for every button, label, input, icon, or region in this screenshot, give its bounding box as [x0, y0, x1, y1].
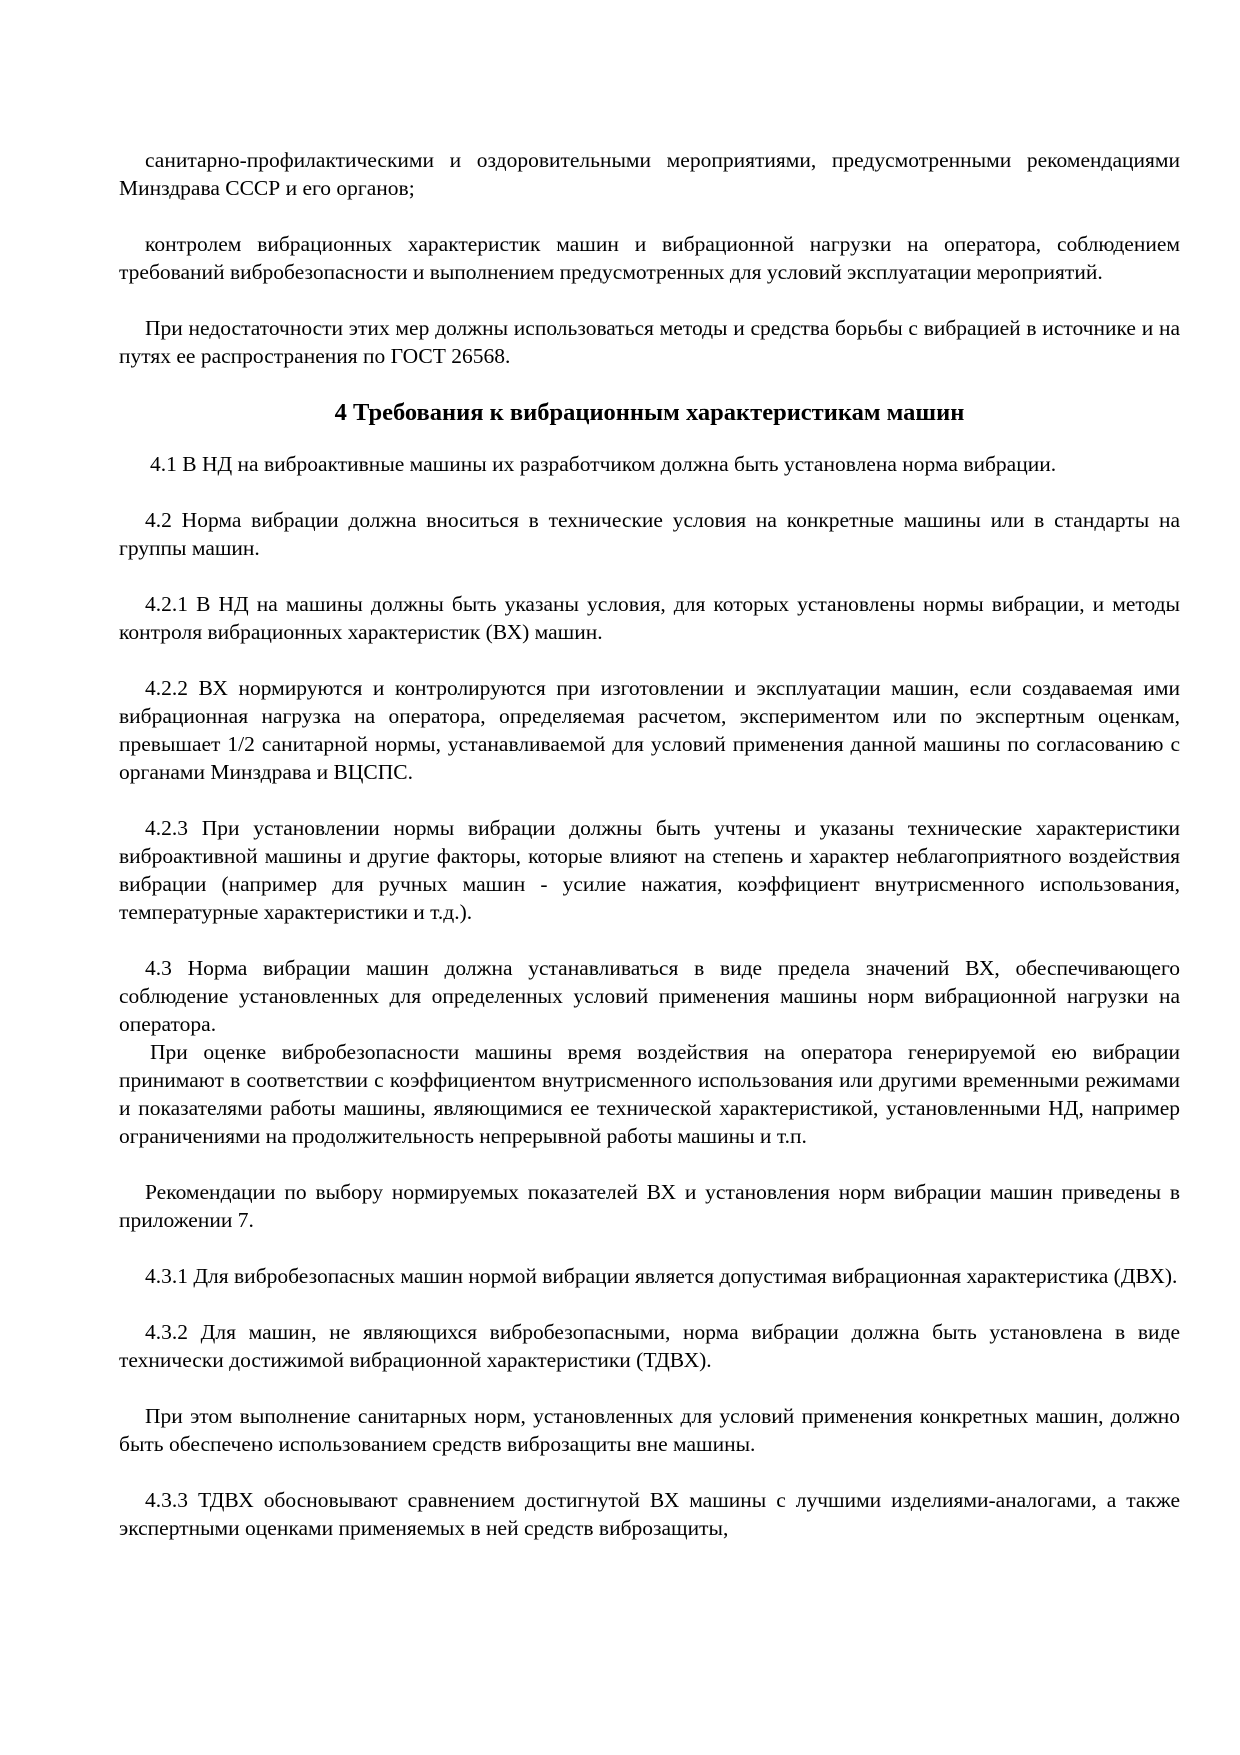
paragraph-4-2-3: 4.2.3 При установлении нормы вибрации должны быть учтены и указаны технические характеристики виброактивной машины и другие факторы, которые влияют на степень и характер неблагоприятного воздействия вибрации (например для ручных машин - усилие нажатия, коэффициент внутрисменного использования, температурные характеристики и т.д.). — [119, 816, 1180, 924]
paragraph-4-3-2: 4.3.2 Для машин, не являющихся вибробезопасными, норма вибрации должна быть установлена в виде технически достижимой вибрационной характеристики (ТДВХ). — [119, 1320, 1180, 1372]
paragraph-4-2: 4.2 Норма вибрации должна вноситься в технические условия на конкретные машины или в стандарты на группы машин. — [119, 508, 1180, 560]
paragraph-sanitary-measures: санитарно-профилактическими и оздоровительными мероприятиями, предусмотренными рекомендациями Минздрава СССР и его органов; — [119, 148, 1180, 200]
paragraph-4-3: 4.3 Норма вибрации машин должна устанавливаться в виде предела значений ВХ, обеспечивающего соблюдение установленных для определенных условий применения машины норм вибрационной нагрузки на оператора. — [119, 956, 1180, 1036]
paragraph-4-3-3: 4.3.3 ТДВХ обосновывают сравнением достигнутой ВХ машины с лучшими изделиями-аналогами, а также экспертными оценками применяемых в ней средств виброзащиты, — [119, 1488, 1180, 1540]
paragraph-4-2-2: 4.2.2 ВХ нормируются и контролируются при изготовлении и эксплуатации машин, если создаваемая ими вибрационная нагрузка на оператора, определяемая расчетом, экспериментом или по экспертным оценкам, превышает 1/2 санитарной нормы, устанавливаемой для условий применения данной машины по согласованию с органами Минздрава и ВЦСПС. — [119, 676, 1180, 784]
paragraph-4-1: 4.1 В НД на виброактивные машины их разработчиком должна быть установлена норма вибрации. — [150, 452, 1057, 476]
paragraph-vibration-control: контролем вибрационных характеристик машин и вибрационной нагрузки на оператора, соблюдением требований вибробезопасности и выполнением предусмотренных для условий эксплуатации мероприятий. — [119, 232, 1180, 284]
paragraph-4-3-1: 4.3.1 Для вибробезопасных машин нормой вибрации является допустимая вибрационная характеристика (ДВХ). — [145, 1264, 1178, 1288]
paragraph-insufficient-measures: При недостаточности этих мер должны использоваться методы и средства борьбы с вибрацией в источнике и на путях ее распространения по ГОСТ 26568. — [119, 316, 1180, 368]
paragraph-vibration-safety-assessment: При оценке вибробезопасности машины время воздействия на оператора генерируемой ею вибрации принимают в соответствии с коэффициентом внутрисменного использования или другими временными режимами и показателями работы машины, являющимися ее технической характеристикой, установленными НД, например ограничениями на продолжительность непрерывной работы машины и т.п. — [119, 1040, 1180, 1148]
paragraph-sanitary-norms: При этом выполнение санитарных норм, установленных для условий применения конкретных машин, должно быть обеспечено использованием средств виброзащиты вне машины. — [119, 1404, 1180, 1456]
document-page — [119, 146, 1180, 1542]
paragraph-recommendations: Рекомендации по выбору нормируемых показателей ВХ и установления норм вибрации машин приведены в приложении 7. — [119, 1180, 1180, 1232]
section-heading: 4 Требования к вибрационным характеристикам машин — [334, 399, 965, 426]
paragraph-4-2-1: 4.2.1 В НД на машины должны быть указаны условия, для которых установлены нормы вибрации, и методы контроля вибрационных характеристик (ВХ) машин. — [119, 592, 1180, 644]
